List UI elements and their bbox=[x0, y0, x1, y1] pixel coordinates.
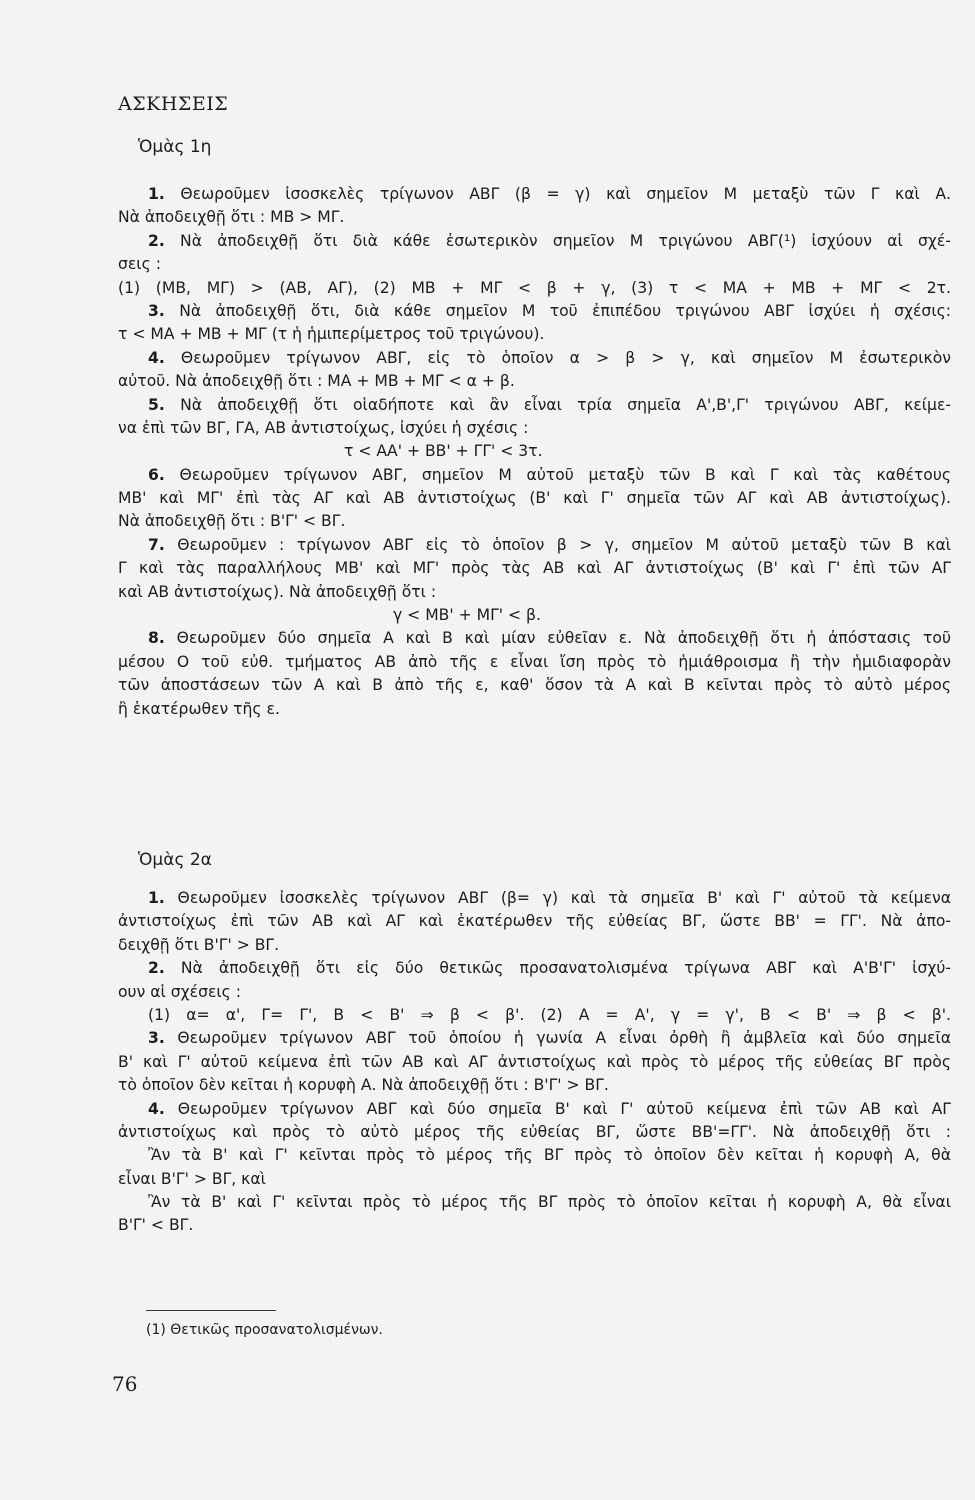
text-line bbox=[118, 183, 951, 206]
group-2-exercises bbox=[118, 887, 951, 1238]
text-line bbox=[118, 323, 951, 346]
line-text: μέσου Ο τοῦ εὐθ. τμήματος ΑΒ ἀπὸ τῆς ε εἶναι ἴση πρὸς τὸ ἡμιάθροισμα ἢ τὴν ἡμιδιαφορὰν bbox=[118, 652, 951, 671]
line-text: Νὰ ἀποδειχθῇ ὅτι, διὰ κάθε σημεῖον Μ τοῦ ἐπιπέδου τριγώνου ΑΒΓ ἰσχύει ἡ σχέσις: bbox=[164, 301, 951, 320]
page-number: 76 bbox=[112, 1372, 138, 1396]
line-text: Νὰ ἀποδειχθῇ ὅτι διὰ κάθε ἐσωτερικὸν σημεῖον Μ τριγώνου ΑΒΓ(¹) ἰσχύουν αἱ σχέ- bbox=[164, 231, 951, 250]
exercise-number: 1. bbox=[148, 185, 165, 203]
line-text: εἶναι Β'Γ' > ΒΓ, καὶ bbox=[118, 1169, 266, 1188]
exercise-number: 3. bbox=[148, 1029, 165, 1048]
text-line bbox=[118, 1051, 951, 1074]
exercise-number: 4. bbox=[148, 348, 165, 367]
line-text: Β'Γ' < ΒΓ. bbox=[118, 1216, 194, 1235]
page-title: ΑΣΚΗΣΕΙΣ bbox=[118, 93, 229, 115]
exercise-number: 2. bbox=[148, 959, 165, 978]
text-line bbox=[118, 300, 951, 323]
line-text: Θεωροῦμεν τρίγωνον ΑΒΓ καὶ δύο σημεῖα Β' καὶ Γ' αὐτοῦ κείμενα ἐπὶ τῶν ΑΒ καὶ ΑΓ bbox=[164, 1099, 951, 1118]
text-line bbox=[118, 1144, 951, 1167]
line-text: Θεωροῦμεν ἰσοσκελὲς τρίγωνον ΑΒΓ (β= γ) καὶ τὰ σημεῖα Β' καὶ Γ' αὐτοῦ τὰ κείμενα bbox=[164, 889, 951, 907]
text-line bbox=[118, 534, 951, 557]
text-line bbox=[118, 910, 951, 933]
text-line bbox=[118, 604, 951, 627]
line-text: ΜΒ' καὶ ΜΓ' ἐπὶ τὰς ΑΓ καὶ ΑΒ ἀντιστοίχως (Β' καὶ Γ' σημεῖα τῶν ΑΓ καὶ ΑΒ ἀντιστοίχως). bbox=[118, 489, 951, 508]
exercise-number: 1. bbox=[148, 889, 165, 907]
line-text: τ < ΜΑ + ΜΒ + ΜΓ (τ ἡ ἡμιπερίμετρος τοῦ τριγώνου). bbox=[118, 325, 545, 344]
text-line bbox=[118, 464, 951, 487]
line-text: Θεωροῦμεν δύο σημεῖα Α καὶ Β καὶ μίαν εὐθεῖαν ε. Νὰ ἀποδειχθῇ ὅτι ἡ ἀπόστασις τοῦ bbox=[164, 629, 951, 648]
line-text: Θεωροῦμεν τρίγωνον ΑΒΓ, σημεῖον Μ αὐτοῦ μεταξὺ τῶν Β καὶ Γ καὶ τὰς καθέτους bbox=[164, 465, 951, 484]
exercise-number: 8. bbox=[148, 629, 165, 648]
line-text: Γ καὶ τὰς παραλλήλους ΜΒ' καὶ ΜΓ' πρὸς τὰς ΑΒ καὶ ΑΓ ἀντιστοίχως (Β' καὶ Γ' ἐπὶ τῶν ΑΓ bbox=[118, 559, 951, 578]
line-text: δειχθῇ ὅτι Β'Γ' > ΒΓ. bbox=[118, 935, 280, 954]
exercise-number: 7. bbox=[148, 535, 165, 554]
text-line bbox=[118, 1191, 951, 1214]
text-line bbox=[118, 230, 951, 253]
text-line bbox=[118, 1098, 951, 1121]
group-1-title: Ὁμὰς 1η bbox=[138, 137, 212, 157]
text-line bbox=[118, 651, 951, 674]
text-line bbox=[118, 557, 951, 580]
line-text: Ἂν τὰ Β' καὶ Γ' κεῖνται πρὸς τὸ μέρος τῆς ΒΓ πρὸς τὸ ὁποῖον κεῖται ἡ κορυφὴ Α, θὰ εἶναι bbox=[148, 1193, 951, 1212]
line-text: Νὰ ἀποδειχθῇ ὅτι : ΜΒ > ΜΓ. bbox=[118, 208, 345, 227]
text-line bbox=[118, 370, 951, 393]
text-line bbox=[118, 934, 951, 957]
line-text: Νὰ ἀποδειχθῇ ὅτι οἱαδήποτε καὶ ἂν εἶναι τρία σημεῖα Α',Β',Γ' τριγώνου ΑΒΓ, κείμε- bbox=[164, 395, 951, 414]
text-line bbox=[118, 981, 951, 1004]
text-line bbox=[118, 627, 951, 650]
exercise-number: 5. bbox=[148, 395, 165, 414]
text-line bbox=[118, 277, 951, 300]
text-line bbox=[118, 206, 951, 229]
line-text: Ἂν τὰ Β' καὶ Γ' κεῖνται πρὸς τὸ μέρος τῆς ΒΓ πρὸς τὸ ὁποῖον δὲν κεῖται ἡ κορυφὴ Α, θὰ bbox=[148, 1146, 951, 1165]
text-line bbox=[118, 581, 951, 604]
exercise-number: 2. bbox=[148, 231, 165, 250]
text-line bbox=[118, 1004, 951, 1027]
line-text: (1) (ΜΒ, ΜΓ) > (ΑΒ, ΑΓ), (2) ΜΒ + ΜΓ < β + γ, (3) τ < ΜΑ + ΜΒ + ΜΓ < 2τ. bbox=[118, 278, 951, 297]
line-text: Θεωροῦμεν : τρίγωνον ΑΒΓ εἰς τὸ ὁποῖον β > γ, σημεῖον Μ αὐτοῦ μεταξὺ τῶν Β καὶ bbox=[164, 535, 951, 554]
line-text: ἢ ἑκατέρωθεν τῆς ε. bbox=[118, 699, 280, 718]
text-line bbox=[118, 1121, 951, 1144]
text-line bbox=[118, 1074, 951, 1097]
line-text: ουν αἱ σχέσεις : bbox=[118, 982, 242, 1001]
line-text: αὐτοῦ. Νὰ ἀποδειχθῇ ὅτι : ΜΑ + ΜΒ + ΜΓ < α + β. bbox=[118, 372, 515, 391]
text-line bbox=[118, 347, 951, 370]
text-line bbox=[118, 1027, 951, 1050]
text-line bbox=[118, 698, 951, 721]
line-text: (1) α= α', Γ= Γ', Β < Β' ⇒ β < β'. (2) Α = Α', γ = γ', Β < Β' ⇒ β < β'. bbox=[148, 1005, 951, 1024]
line-text: Νὰ ἀποδειχθῇ ὅτι εἰς δύο θετικῶς προσανατολισμένα τρίγωνα ΑΒΓ καὶ Α'Β'Γ' ἰσχύ- bbox=[164, 959, 951, 978]
text-line bbox=[118, 510, 951, 533]
text-line bbox=[118, 417, 951, 440]
line-text: τὸ ὁποῖον δὲν κεῖται ἡ κορυφὴ Α. Νὰ ἀποδειχθῇ ὅτι : Β'Γ' > ΒΓ. bbox=[118, 1076, 609, 1095]
text-line bbox=[118, 887, 951, 910]
text-line bbox=[118, 674, 951, 697]
line-text: γ < ΜΒ' + ΜΓ' < β. bbox=[393, 606, 541, 625]
line-text: καὶ ΑΒ ἀντιστοίχως). Νὰ ἀποδειχθῇ ὅτι : bbox=[118, 582, 437, 601]
text-line bbox=[118, 1168, 951, 1191]
group-1-exercises bbox=[118, 183, 951, 721]
line-text: ἀντιστοίχως ἐπὶ τῶν ΑΒ καὶ ΑΓ καὶ ἑκατέρωθεν τῆς εὐθείας ΒΓ, ὥστε ΒΒ' = ΓΓ'. Νὰ ἀπο- bbox=[118, 912, 951, 931]
line-text: Νὰ ἀποδειχθῇ ὅτι : Β'Γ' < ΒΓ. bbox=[118, 512, 346, 531]
text-line bbox=[118, 394, 951, 417]
exercise-number: 6. bbox=[148, 465, 165, 484]
line-text: Θεωροῦμεν ἰσοσκελὲς τρίγωνον ΑΒΓ (β = γ) καὶ σημεῖον Μ μεταξὺ τῶν Γ καὶ Α. bbox=[164, 185, 951, 203]
text-line bbox=[118, 440, 951, 463]
text-line bbox=[118, 1214, 951, 1237]
line-text: τῶν ἀποστάσεων τῶν Α καὶ Β ἀπὸ τῆς ε, καθ' ὅσον τὰ Α καὶ Β κεῖνται πρὸς τὸ αὐτὸ μέρος bbox=[118, 676, 951, 695]
line-text: σεις : bbox=[118, 255, 161, 274]
footnote-separator bbox=[146, 1310, 276, 1311]
exercise-number: 3. bbox=[148, 301, 165, 320]
exercise-number: 4. bbox=[148, 1099, 165, 1118]
text-line bbox=[118, 253, 951, 276]
line-text: Β' καὶ Γ' αὐτοῦ κείμενα ἐπὶ τῶν ΑΒ καὶ ΑΓ ἀντιστοίχως καὶ πρὸς τὸ μέρος τῆς εὐθείας ΒΓ πρὸς bbox=[118, 1052, 951, 1071]
line-text: ἀντιστοίχως καὶ πρὸς τὸ αὐτὸ μέρος τῆς εὐθείας ΒΓ, ὥστε ΒΒ'=ΓΓ'. Νὰ ἀποδειχθῇ ὅτι : bbox=[118, 1122, 951, 1141]
line-text: Θεωροῦμεν τρίγωνον ΑΒΓ, εἰς τὸ ὁποῖον α > β > γ, καὶ σημεῖον Μ ἐσωτερικὸν bbox=[164, 348, 951, 367]
group-2-title: Ὁμὰς 2α bbox=[138, 850, 212, 870]
footnote: (1) Θετικῶς προσανατολισμένων. bbox=[146, 1322, 383, 1338]
text-line bbox=[118, 487, 951, 510]
line-text: τ < ΑΑ' + ΒΒ' + ΓΓ' < 3τ. bbox=[344, 442, 543, 461]
text-line bbox=[118, 957, 951, 980]
line-text: να ἐπὶ τῶν ΒΓ, ΓΑ, ΑΒ ἀντιστοίχως, ἰσχύει ἡ σχέσις : bbox=[118, 418, 529, 437]
line-text: Θεωροῦμεν τρίγωνον ΑΒΓ τοῦ ὁποίου ἡ γωνία Α εἶναι ὀρθὴ ἢ ἀμβλεῖα καὶ δύο σημεῖα bbox=[164, 1029, 951, 1048]
